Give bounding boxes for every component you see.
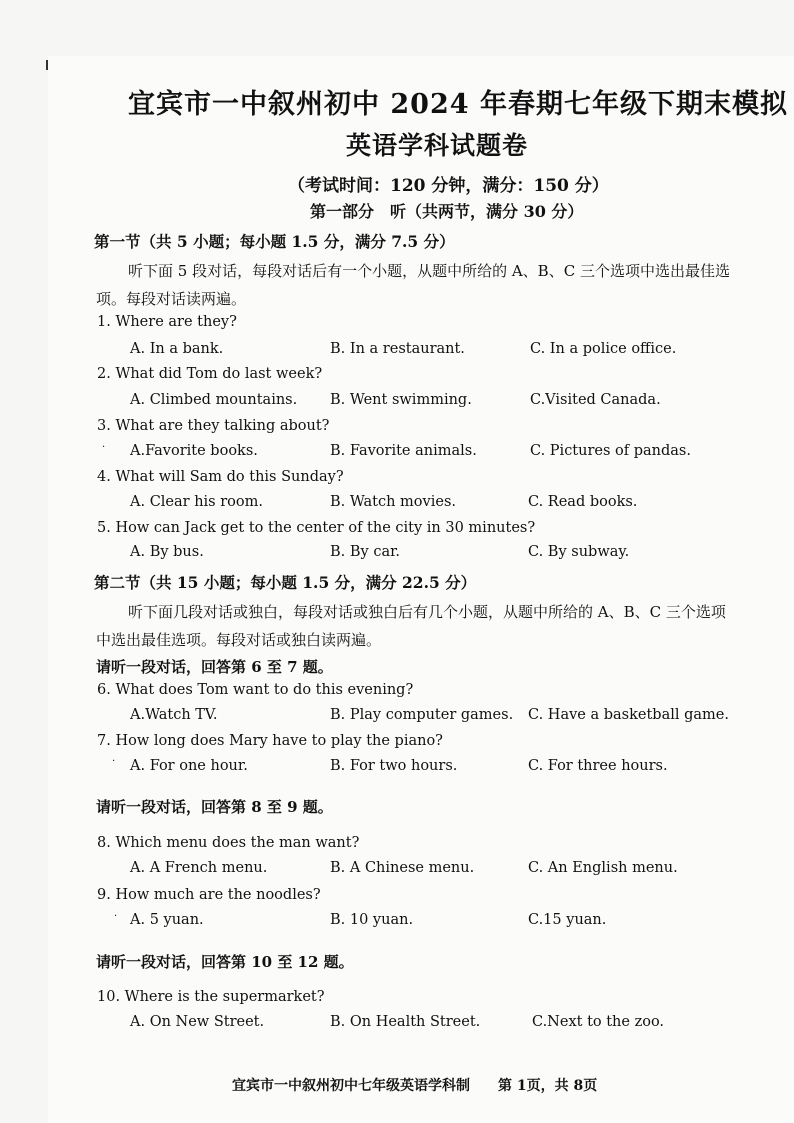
page-footer: 宜宾市一中叙州初中七年级英语学科制 第 1页，共 8页 (232, 1078, 598, 1094)
q5-option-a: A. By bus. (130, 544, 204, 560)
q10-option-c: C.Next to the zoo. (532, 1014, 665, 1030)
question-2: 2. What did Tom do last week? (97, 366, 323, 382)
exam-title-line1: 宜宾市一中叙州初中 2024 年春期七年级下期末模拟 (128, 89, 788, 120)
exam-title-line2: 英语学科试题卷 (346, 131, 529, 160)
section1-instruction-line2: 项。每段对话读两遍。 (96, 290, 247, 308)
q6-option-a: A.Watch TV. (130, 707, 218, 723)
q9-option-b: B. 10 yuan. (330, 912, 414, 928)
q4-option-c: C. Read books. (528, 494, 638, 510)
q8-option-a: A. A French menu. (130, 860, 268, 876)
q3-option-a: A.Favorite books. (130, 443, 258, 459)
section2-instruction-line1: 听下面几段对话或独白，每段对话或独白后有几个小题，从题中所给的 A、B、C 三个选项 (128, 603, 726, 621)
question-3: 3. What are they talking about? (97, 418, 330, 434)
question-6: 6. What does Tom want to do this evening? (97, 682, 414, 698)
question-8: 8. Which menu does the man want? (97, 835, 360, 851)
q8-option-b: B. A Chinese menu. (330, 860, 475, 876)
section1-title: 第一节（共 5 小题；每小题 1.5 分，满分 7.5 分） (94, 232, 455, 251)
group-8-9-heading: 请听一段对话，回答第 8 至 9 题。 (96, 798, 333, 816)
q10-option-a: A. On New Street. (130, 1014, 265, 1030)
scan-speck: · (114, 911, 118, 922)
section1-instruction-line1: 听下面 5 段对话，每段对话后有一个小题，从题中所给的 A、B、C 三个选项中选出最佳选 (128, 262, 730, 280)
q2-option-c: C.Visited Canada. (530, 392, 661, 408)
q1-option-b: B. In a restaurant. (330, 341, 465, 357)
q1-option-a: A. In a bank. (130, 341, 224, 357)
q3-option-c: C. Pictures of pandas. (530, 443, 691, 459)
question-9: 9. How much are the noodles? (97, 887, 321, 903)
group-6-7-heading: 请听一段对话，回答第 6 至 7 题。 (96, 658, 333, 676)
question-7: 7. How long does Mary have to play the piano? (97, 733, 443, 749)
scan-speck: · (102, 442, 106, 453)
question-4: 4. What will Sam do this Sunday? (97, 469, 344, 485)
q5-option-b: B. By car. (330, 544, 401, 560)
scan-mark (46, 60, 48, 70)
q9-option-c: C.15 yuan. (528, 912, 607, 928)
q5-option-c: C. By subway. (528, 544, 630, 560)
q4-option-b: B. Watch movies. (330, 494, 456, 510)
exam-info: （考试时间：120 分钟，满分：150 分） (288, 176, 609, 196)
q3-option-b: B. Favorite animals. (330, 443, 477, 459)
q6-option-b: B. Play computer games. (330, 707, 514, 723)
q1-option-c: C. In a police office. (530, 341, 677, 357)
q6-option-c: C. Have a basketball game. (528, 707, 729, 723)
scan-speck: · (112, 756, 116, 767)
q2-option-b: B. Went swimming. (330, 392, 472, 408)
part-title: 第一部分 听（共两节，满分 30 分） (310, 202, 584, 221)
question-10: 10. Where is the supermarket? (97, 989, 325, 1005)
question-5: 5. How can Jack get to the center of the city in 30 minutes? (97, 520, 536, 536)
section2-title: 第二节（共 15 小题；每小题 1.5 分，满分 22.5 分） (94, 573, 477, 592)
q10-option-b: B. On Health Street. (330, 1014, 481, 1030)
q4-option-a: A. Clear his room. (130, 494, 263, 510)
q7-option-b: B. For two hours. (330, 758, 458, 774)
question-1: 1. Where are they? (97, 314, 237, 330)
q7-option-c: C. For three hours. (528, 758, 668, 774)
group-10-12-heading: 请听一段对话，回答第 10 至 12 题。 (96, 953, 354, 971)
q2-option-a: A. Climbed mountains. (130, 392, 298, 408)
q9-option-a: A. 5 yuan. (130, 912, 204, 928)
section2-instruction-line2: 中选出最佳选项。每段对话或独白读两遍。 (96, 631, 382, 649)
q7-option-a: A. For one hour. (130, 758, 248, 774)
q8-option-c: C. An English menu. (528, 860, 678, 876)
